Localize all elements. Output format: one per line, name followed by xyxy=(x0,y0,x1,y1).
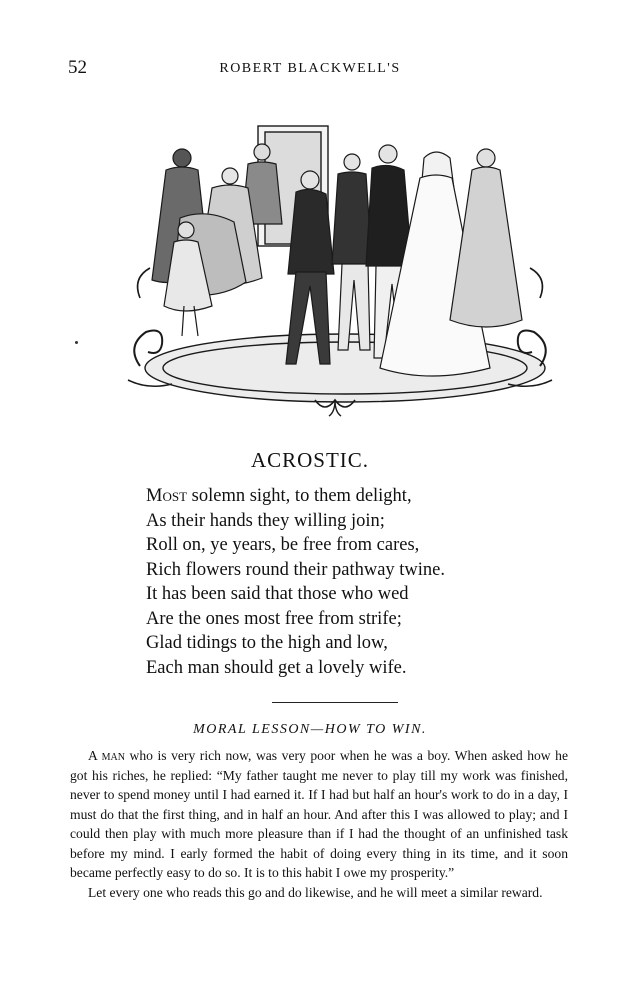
moral-lesson-text xyxy=(70,746,568,902)
poem-title: ACROSTIC. xyxy=(250,448,370,472)
poem-line-text: Are the ones most free from strife; xyxy=(146,608,402,629)
poem-line-text: Glad tidings to the high and low, xyxy=(146,633,388,653)
poem-line xyxy=(146,656,586,681)
running-head: ROBERT BLACKWELL'S xyxy=(219,61,401,76)
wedding-ceremony-engraving-icon xyxy=(120,118,560,423)
paragraph-text: Let every one who reads this go and do likewise, and he will meet a similar reward. xyxy=(88,884,543,900)
page-number: 52 xyxy=(68,57,87,78)
section-title: MORAL LESSON—HOW TO WIN. xyxy=(193,722,427,737)
poem-line-text: As their hands they willing join; xyxy=(146,510,385,531)
poem-line xyxy=(146,509,586,534)
poem-line xyxy=(146,484,586,509)
poem-line xyxy=(146,607,586,632)
acrostic-poem xyxy=(146,484,586,680)
section-divider xyxy=(272,702,398,703)
poem-line xyxy=(146,582,586,607)
paragraph-opening: A man xyxy=(88,748,125,763)
poem-line-text: Each man should get a lovely wife. xyxy=(146,657,407,678)
poem-line xyxy=(146,558,586,583)
poem-line-text: It has been said that those who wed xyxy=(146,584,409,604)
poem-line-text: solemn sight, to them delight, xyxy=(187,486,412,506)
paragraph-text: who is very rich now, was very poor when he was a boy. When asked how he got his riches, he replied: “My father taught me never to play till my work was finished, never to spend money until I had earned it. If I had but half an hour's work to do in a day, I must do that the first thing, and in half an hour. And after this I was allowed to play; and I could then play with much more pleasure than if I had the thought of an unfinished task before my mind. I early formed the habit of doing every thing in its time, and it soon became perfectly easy to do so. It is to this habit I owe my prosperity.” xyxy=(70,748,568,880)
poem-line-text: Rich flowers round their pathway twine. xyxy=(146,559,446,580)
poem-line xyxy=(146,533,586,558)
poem-line-initial: Most xyxy=(146,486,188,506)
ink-speck xyxy=(75,341,78,344)
poem-line xyxy=(146,631,586,656)
poem-line-text: Roll on, ye years, be free from cares, xyxy=(146,535,420,555)
paragraph xyxy=(70,883,568,903)
paragraph xyxy=(70,746,568,883)
